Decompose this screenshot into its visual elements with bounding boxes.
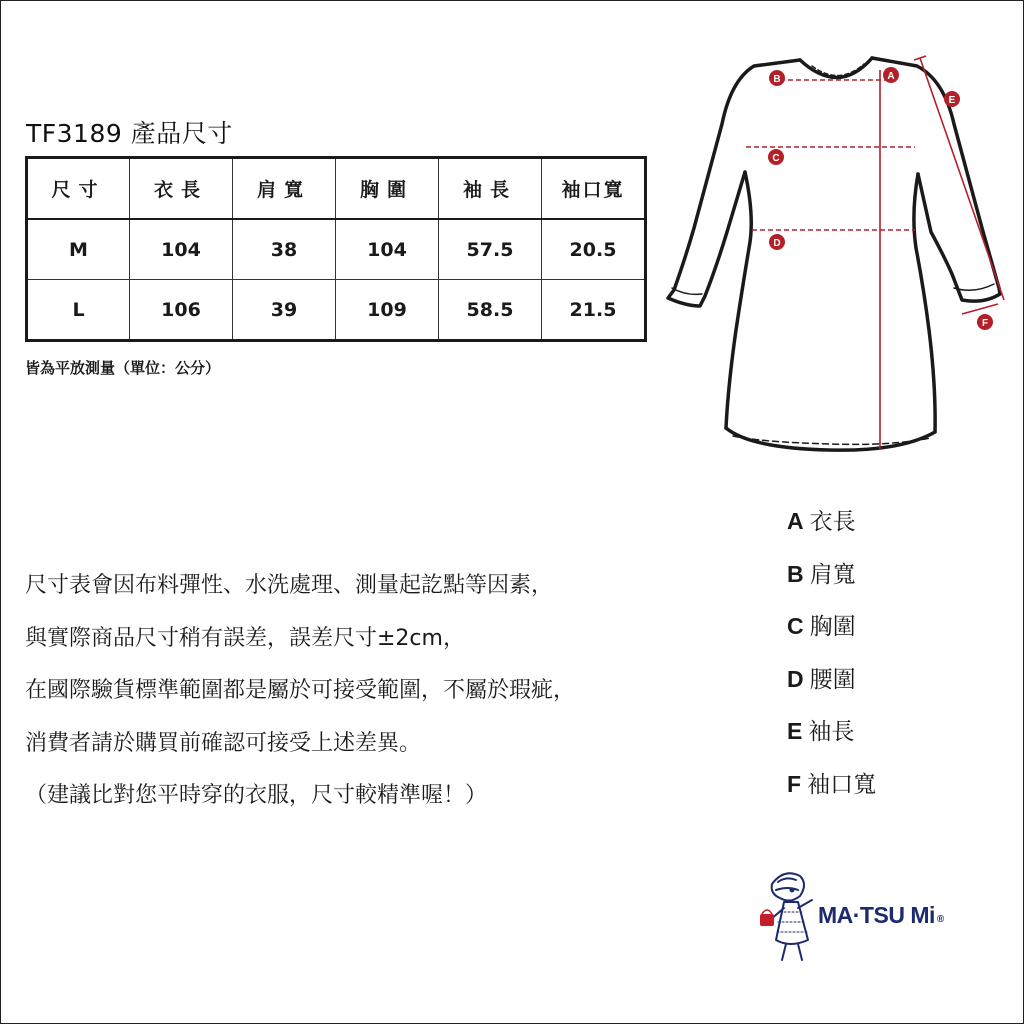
svg-text:E: E <box>948 95 956 106</box>
marker-e <box>944 91 960 107</box>
marker-f <box>977 314 993 330</box>
cell-length: 106 <box>130 280 233 341</box>
svg-text:B: B <box>773 74 781 85</box>
dress-left-sleeve <box>668 60 800 306</box>
legend-item: F 袖口寬 <box>787 770 877 798</box>
dress-body-right <box>914 174 935 432</box>
svg-text:A: A <box>887 71 895 82</box>
brand-wordmark: MA·TSU Mi ® <box>818 902 944 928</box>
cell-sleeve: 57.5 <box>439 219 542 280</box>
measure-e-sleeve <box>920 58 1004 300</box>
cell-chest: 104 <box>336 219 439 280</box>
size-table-header-row <box>27 158 646 220</box>
header-length: 衣長 <box>130 158 233 220</box>
cell-shoulder: 38 <box>233 219 336 280</box>
legend-item: B 肩寬 <box>787 560 856 588</box>
measurement-note: 皆為平放測量（單位：公分） <box>25 359 221 377</box>
cell-shoulder: 39 <box>233 280 336 341</box>
disclaimer-line: 消費者請於購買前確認可接受上述差異。 <box>25 730 422 756</box>
legend-item: E 袖長 <box>787 718 855 745</box>
marker-c <box>768 149 784 165</box>
cell-chest: 109 <box>336 280 439 341</box>
cell-size: L <box>27 280 130 341</box>
dress-left-cuff-stitch <box>672 288 702 294</box>
legend-item: A 衣長 <box>787 508 856 535</box>
legend-item: D 腰圍 <box>787 665 856 693</box>
cell-size: M <box>27 219 130 280</box>
header-sleeve: 袖長 <box>439 158 542 220</box>
cell-cuff: 20.5 <box>542 219 646 280</box>
dress-body-left <box>726 172 751 428</box>
disclaimer-line: 在國際驗貨標準範圍都是屬於可接受範圍，不屬於瑕疵， <box>25 678 576 703</box>
marker-a <box>883 67 899 83</box>
measure-f-cuff <box>962 304 998 314</box>
table-row <box>27 219 646 280</box>
disclaimer-line: 與實際商品尺寸稍有誤差，誤差尺寸±2cm， <box>25 625 465 651</box>
measurement-legend <box>787 496 876 811</box>
svg-text:C: C <box>772 153 780 164</box>
svg-text:D: D <box>773 238 781 249</box>
header-size: 尺寸 <box>27 158 130 220</box>
dress-right-cuff-stitch <box>954 284 994 290</box>
disclaimer-line: 尺寸表會因布料彈性、水洗處理、測量起訖點等因素， <box>25 573 554 598</box>
header-shoulder: 肩寬 <box>233 158 336 220</box>
header-chest: 胸圍 <box>336 158 439 220</box>
dress-diagram <box>660 40 1020 460</box>
svg-text:F: F <box>981 318 989 329</box>
dress-right-sleeve <box>872 58 1000 301</box>
disclaimer-line: （建議比對您平時穿的衣服，尺寸較精準喔！） <box>25 783 488 808</box>
marker-d <box>769 234 785 250</box>
cell-sleeve: 58.5 <box>439 280 542 341</box>
cell-cuff: 21.5 <box>542 280 646 341</box>
dress-neckline <box>800 58 872 78</box>
table-row <box>27 280 646 341</box>
legend-item: C 胸圍 <box>787 613 856 640</box>
marker-b <box>769 70 785 86</box>
disclaimer-paragraph <box>25 560 725 823</box>
header-cuff: 袖口寬 <box>542 158 646 220</box>
size-table <box>25 156 647 342</box>
cell-length: 104 <box>130 219 233 280</box>
product-size-title: TF3189 產品尺寸 <box>26 119 233 148</box>
